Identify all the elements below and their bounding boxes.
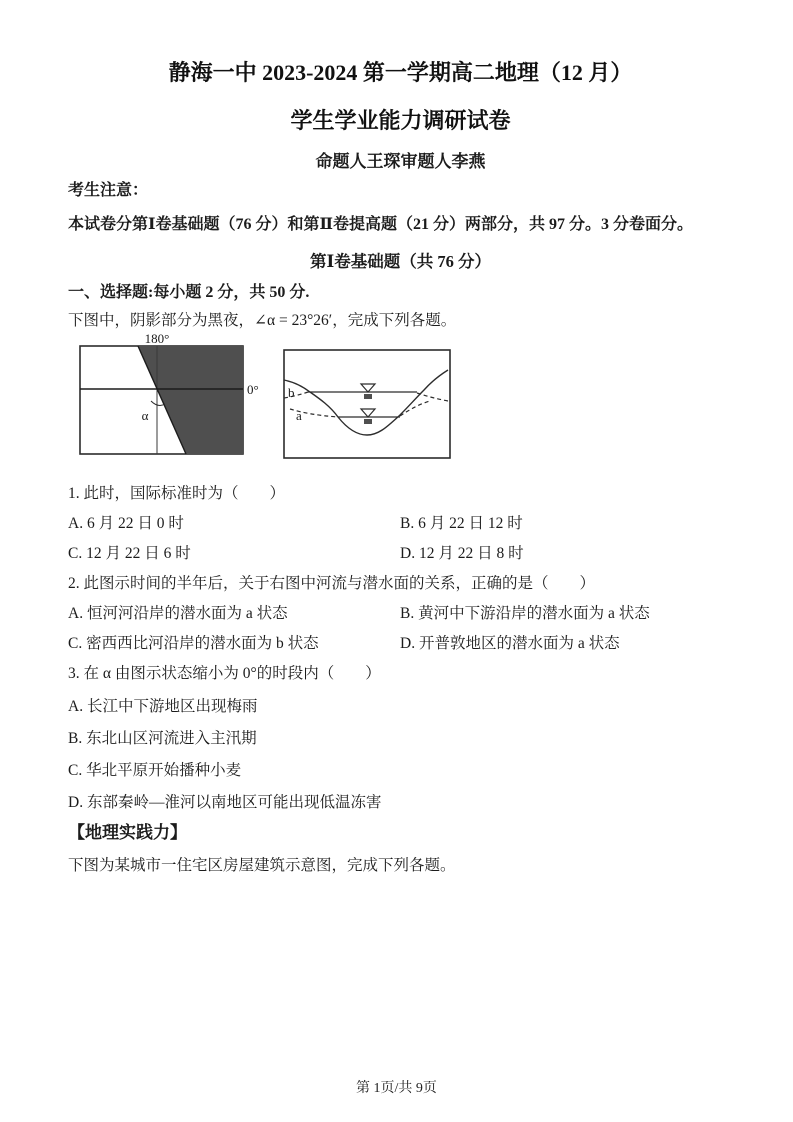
option-1a: A. 6 月 22 日 0 时 — [68, 515, 184, 532]
label-0-equator: 0° — [247, 382, 259, 397]
option-2a: A. 恒河河沿岸的潜水面为 a 状态 — [68, 605, 288, 622]
question-1-options — [68, 509, 733, 569]
question-2-options — [68, 599, 733, 659]
water-table-symbol-lower-base — [364, 419, 372, 424]
page-subtitle: 学生学业能力调研试卷 — [290, 108, 511, 133]
water-table-symbol-upper-base — [364, 394, 372, 399]
label-a: a — [296, 408, 302, 423]
option-1b: B. 6 月 22 日 12 时 — [400, 515, 523, 532]
question-stem-1: 下图中，阴影部分为黑夜，∠α = 23°26′，完成下列各题。 — [68, 312, 457, 329]
notice-label: 考生注意： — [68, 182, 149, 199]
figure-river-cross-section — [282, 349, 452, 461]
figure-row — [68, 332, 733, 459]
section-heading: 第Ⅰ卷基础题（共 76 分） — [310, 252, 491, 271]
label-alpha-angle: α — [141, 408, 149, 423]
option-2c: C. 密西西比河沿岸的潜水面为 b 状态 — [68, 635, 319, 652]
option-3a: A. 长江中下游地区出现梅雨 — [68, 698, 258, 715]
option-1d: D. 12 月 22 日 8 时 — [400, 545, 524, 562]
byline: 命题人王琛审题人李燕 — [315, 152, 486, 171]
question-3: 3. 在 α 由图示状态缩小为 0°的时段内（ ） — [68, 665, 381, 682]
option-3d: D. 东部秦岭—淮河以南地区可能出现低温冻害 — [68, 794, 382, 811]
label-180-meridian: 180° — [144, 332, 170, 346]
practice-heading: 【地理实践力】 — [68, 823, 187, 842]
figure-daylight-map — [73, 332, 270, 459]
question-stem-2: 下图为某城市一住宅区房屋建筑示意图，完成下列各题。 — [68, 857, 456, 874]
question-2: 2. 此图示时间的半年后，关于右图中河流与潜水面的关系，正确的是（ ） — [68, 575, 596, 592]
question-1: 1. 此时，国际标准时为（ ） — [68, 485, 286, 502]
option-2d: D. 开普敦地区的潜水面为 a 状态 — [400, 635, 620, 652]
notice-body: 本试卷分第Ⅰ卷基础题（76 分）和第Ⅱ卷提高题（21 分）两部分，共 97 分。3 分卷面分。 — [68, 216, 693, 233]
label-b: b — [288, 385, 295, 400]
option-2b: B. 黄河中下游沿岸的潜水面为 a 状态 — [400, 605, 650, 622]
option-3c: C. 华北平原开始播种小麦 — [68, 762, 242, 779]
option-1c: C. 12 月 22 日 6 时 — [68, 545, 191, 562]
page-title: 静海一中 2023-2024 第一学期高二地理（12 月） — [168, 60, 633, 85]
question-3-options — [68, 691, 733, 819]
page-footer: 第 1页/共 9页 — [356, 1081, 437, 1096]
part-heading: 一、选择题:每小题 2 分，共 50 分. — [68, 284, 310, 301]
option-3b: B. 东北山区河流进入主汛期 — [68, 730, 257, 747]
